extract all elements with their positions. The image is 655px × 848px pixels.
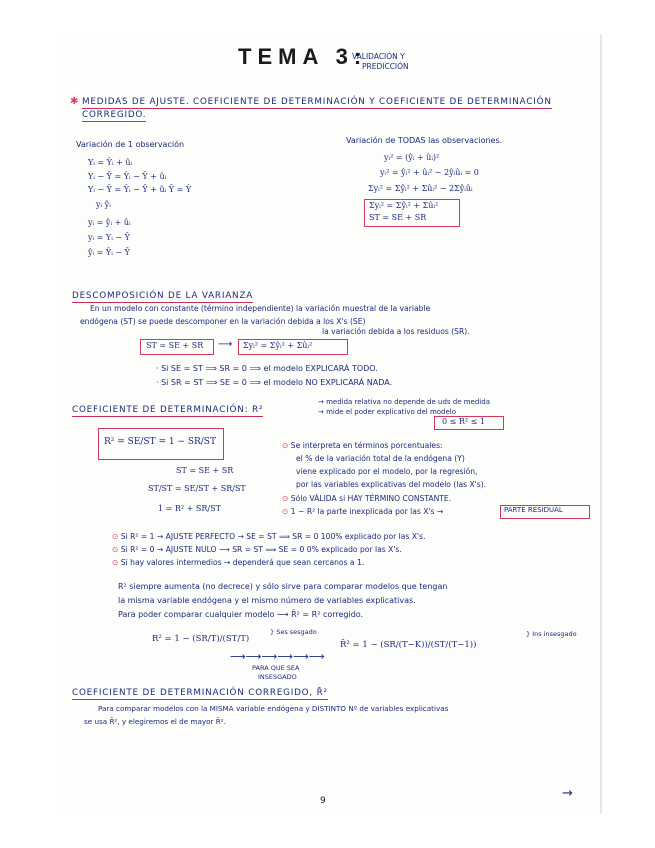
section1-heading-cont: CORREGIDO. bbox=[82, 110, 147, 120]
section4-p2: se usa R̄², y elegiremos el de mayor R̄². bbox=[84, 717, 226, 726]
long-arrow-icon: ⟶⟶⟶⟶⟶⟶ bbox=[230, 650, 325, 663]
box-line-2: ST = SE + SR bbox=[369, 213, 427, 222]
section2-p3: la variación debida a los residuos (SR). bbox=[322, 327, 470, 336]
left-line-4: yᵢ ŷᵢ bbox=[96, 200, 111, 209]
biased-note: } Ses sesgado bbox=[270, 628, 317, 636]
page-subtitle: VALIDACIÓN Y PREDICCIÓN bbox=[352, 52, 409, 71]
unbiased-note: } Ins insesgado bbox=[526, 630, 577, 638]
section4-p1: Para comparar modelos con la MISMA variable endógena y DISTINTO Nº de variables explicativas bbox=[98, 704, 449, 713]
spacer bbox=[326, 632, 336, 640]
sum-formula: Σyᵢ² = Σŷᵢ² + Σûᵢ² bbox=[243, 341, 313, 350]
unbiased-caption-1: PARA QUE SEA bbox=[252, 664, 300, 672]
interp-5: ⊙ Sólo VÁLIDA si HAY TÉRMINO CONSTANTE. bbox=[282, 494, 452, 503]
section2-p2: endógena (ST) se puede descomponer en la variación debida a los X's (SE) bbox=[80, 317, 366, 326]
interp-2: el % de la variación total de la endógena (Y) bbox=[296, 454, 465, 463]
deriv-line-2: ST/ST = SE/ST + SR/ST bbox=[148, 484, 246, 493]
left-line-3: Yᵢ − Ȳ = Ŷᵢ − Ȳ + ûᵢ Ȳ = Ŷ bbox=[88, 185, 192, 194]
right-label: Variación de TODAS las observaciones. bbox=[346, 136, 503, 145]
remark-3: Para poder comparar cualquier modelo ⟶ R̄² = R² corregido. bbox=[118, 610, 364, 619]
deriv-line-3: 1 = R² + SR/ST bbox=[158, 504, 221, 513]
section3-heading: COEFICIENTE DE DETERMINACIÓN: R² bbox=[72, 405, 264, 415]
left-label: Variación de 1 observación bbox=[76, 140, 185, 149]
interp-1: ⊙ Se interpreta en términos porcentuales: bbox=[282, 441, 443, 450]
st-formula: ST = SE + SR bbox=[146, 341, 204, 350]
r2-note-1: → medida relativa no depende de uds de medida bbox=[318, 398, 490, 406]
r2-note-2: → mide el poder explicativo del modelo bbox=[318, 408, 457, 416]
case-r2-0: ⊙ Si R² = 0 → AJUSTE NULO ⟶ SR = ST ⟹ SE = 0 0% explicado por las X's. bbox=[112, 545, 402, 554]
star-icon: ✱ bbox=[70, 96, 79, 107]
right-line-2: yᵢ² = ŷᵢ² + ûᵢ² − 2ŷᵢûᵢ = 0 bbox=[380, 168, 479, 177]
left-line-2: Yᵢ − Ȳ = Ŷᵢ − Ȳ + ûᵢ bbox=[88, 172, 167, 181]
r2-range: 0 ≤ R² ≤ 1 bbox=[442, 417, 485, 426]
left-line-5: yᵢ = ŷᵢ + ûᵢ bbox=[88, 218, 131, 227]
case-r2-mid: ⊙ Si hay valores intermedios → dependerá que sean cercanos a 1. bbox=[112, 558, 365, 567]
biased-formula: R² = 1 − (SR/T)/(ST/T) bbox=[152, 634, 250, 644]
interp-6: ⊙ 1 − R² la parte inexplicada por las X's → bbox=[282, 507, 444, 516]
right-line-1: yᵢ² = (ŷᵢ + ûᵢ)² bbox=[384, 153, 440, 162]
section2-case2: · Si SR = ST ⟹ SE = 0 ⟹ el modelo NO EXPLICARÁ NADA. bbox=[156, 378, 393, 387]
arrow-icon: ⟶ bbox=[218, 339, 233, 350]
section2-p1: En un modelo con constante (término independiente) la variación muestral de la variable bbox=[90, 304, 431, 313]
right-line-3: Σyᵢ² = Σŷᵢ² + Σûᵢ² − 2Σŷᵢûᵢ bbox=[368, 184, 473, 193]
left-line-1: Yᵢ = Ŷᵢ + ûᵢ bbox=[88, 158, 133, 167]
remark-2: la misma variable endógena y el mismo número de variables explicativas. bbox=[118, 596, 416, 605]
residual-label: PARTE RESIDUAL bbox=[504, 506, 563, 514]
next-page-arrow-icon: → bbox=[562, 786, 573, 801]
adjusted-formula: R̄² = 1 − (SR/(T−K))/(ST/(T−1)) bbox=[340, 640, 477, 650]
left-line-7: ŷᵢ = Ŷᵢ − Ȳ bbox=[88, 248, 130, 257]
page-number: 9 bbox=[320, 796, 326, 806]
box-line-1: Σyᵢ² = Σŷᵢ² + Σûᵢ² bbox=[369, 201, 439, 210]
section1-heading: MEDIDAS DE AJUSTE. COEFICIENTE DE DETERMINACIÓN Y COEFICIENTE DE DETERMINACIÓN bbox=[82, 97, 552, 107]
remark-1: R² siempre aumenta (no decrece) y sólo sirve para comparar modelos que tengan bbox=[118, 582, 448, 591]
section2-case1: · Si SE = ST ⟹ SR = 0 ⟹ el modelo EXPLICARÁ TODO. bbox=[156, 364, 378, 373]
unbiased-caption-2: INSESGADO bbox=[258, 673, 297, 681]
section4-heading: COEFICIENTE DE DETERMINACIÓN CORREGIDO, R̄² bbox=[72, 688, 328, 698]
interp-4: por las variables explicativas del modelo (las X's). bbox=[296, 480, 487, 489]
interp-3: viene explicado por el modelo, por la regresión, bbox=[296, 467, 478, 476]
left-line-6: yᵢ = Yᵢ − Ȳ bbox=[88, 233, 130, 242]
section2-heading: DESCOMPOSICIÓN DE LA VARIANZA bbox=[72, 291, 254, 301]
page-title: TEMA 3: bbox=[238, 44, 367, 70]
case-r2-1: ⊙ Si R² = 1 → AJUSTE PERFECTO → SE = ST ⟹ SR = 0 100% explicado por las X's. bbox=[112, 532, 426, 541]
deriv-line-1: ST = SE + SR bbox=[176, 466, 234, 475]
r2-formula: R² = SE/ST = 1 − SR/ST bbox=[104, 437, 216, 447]
